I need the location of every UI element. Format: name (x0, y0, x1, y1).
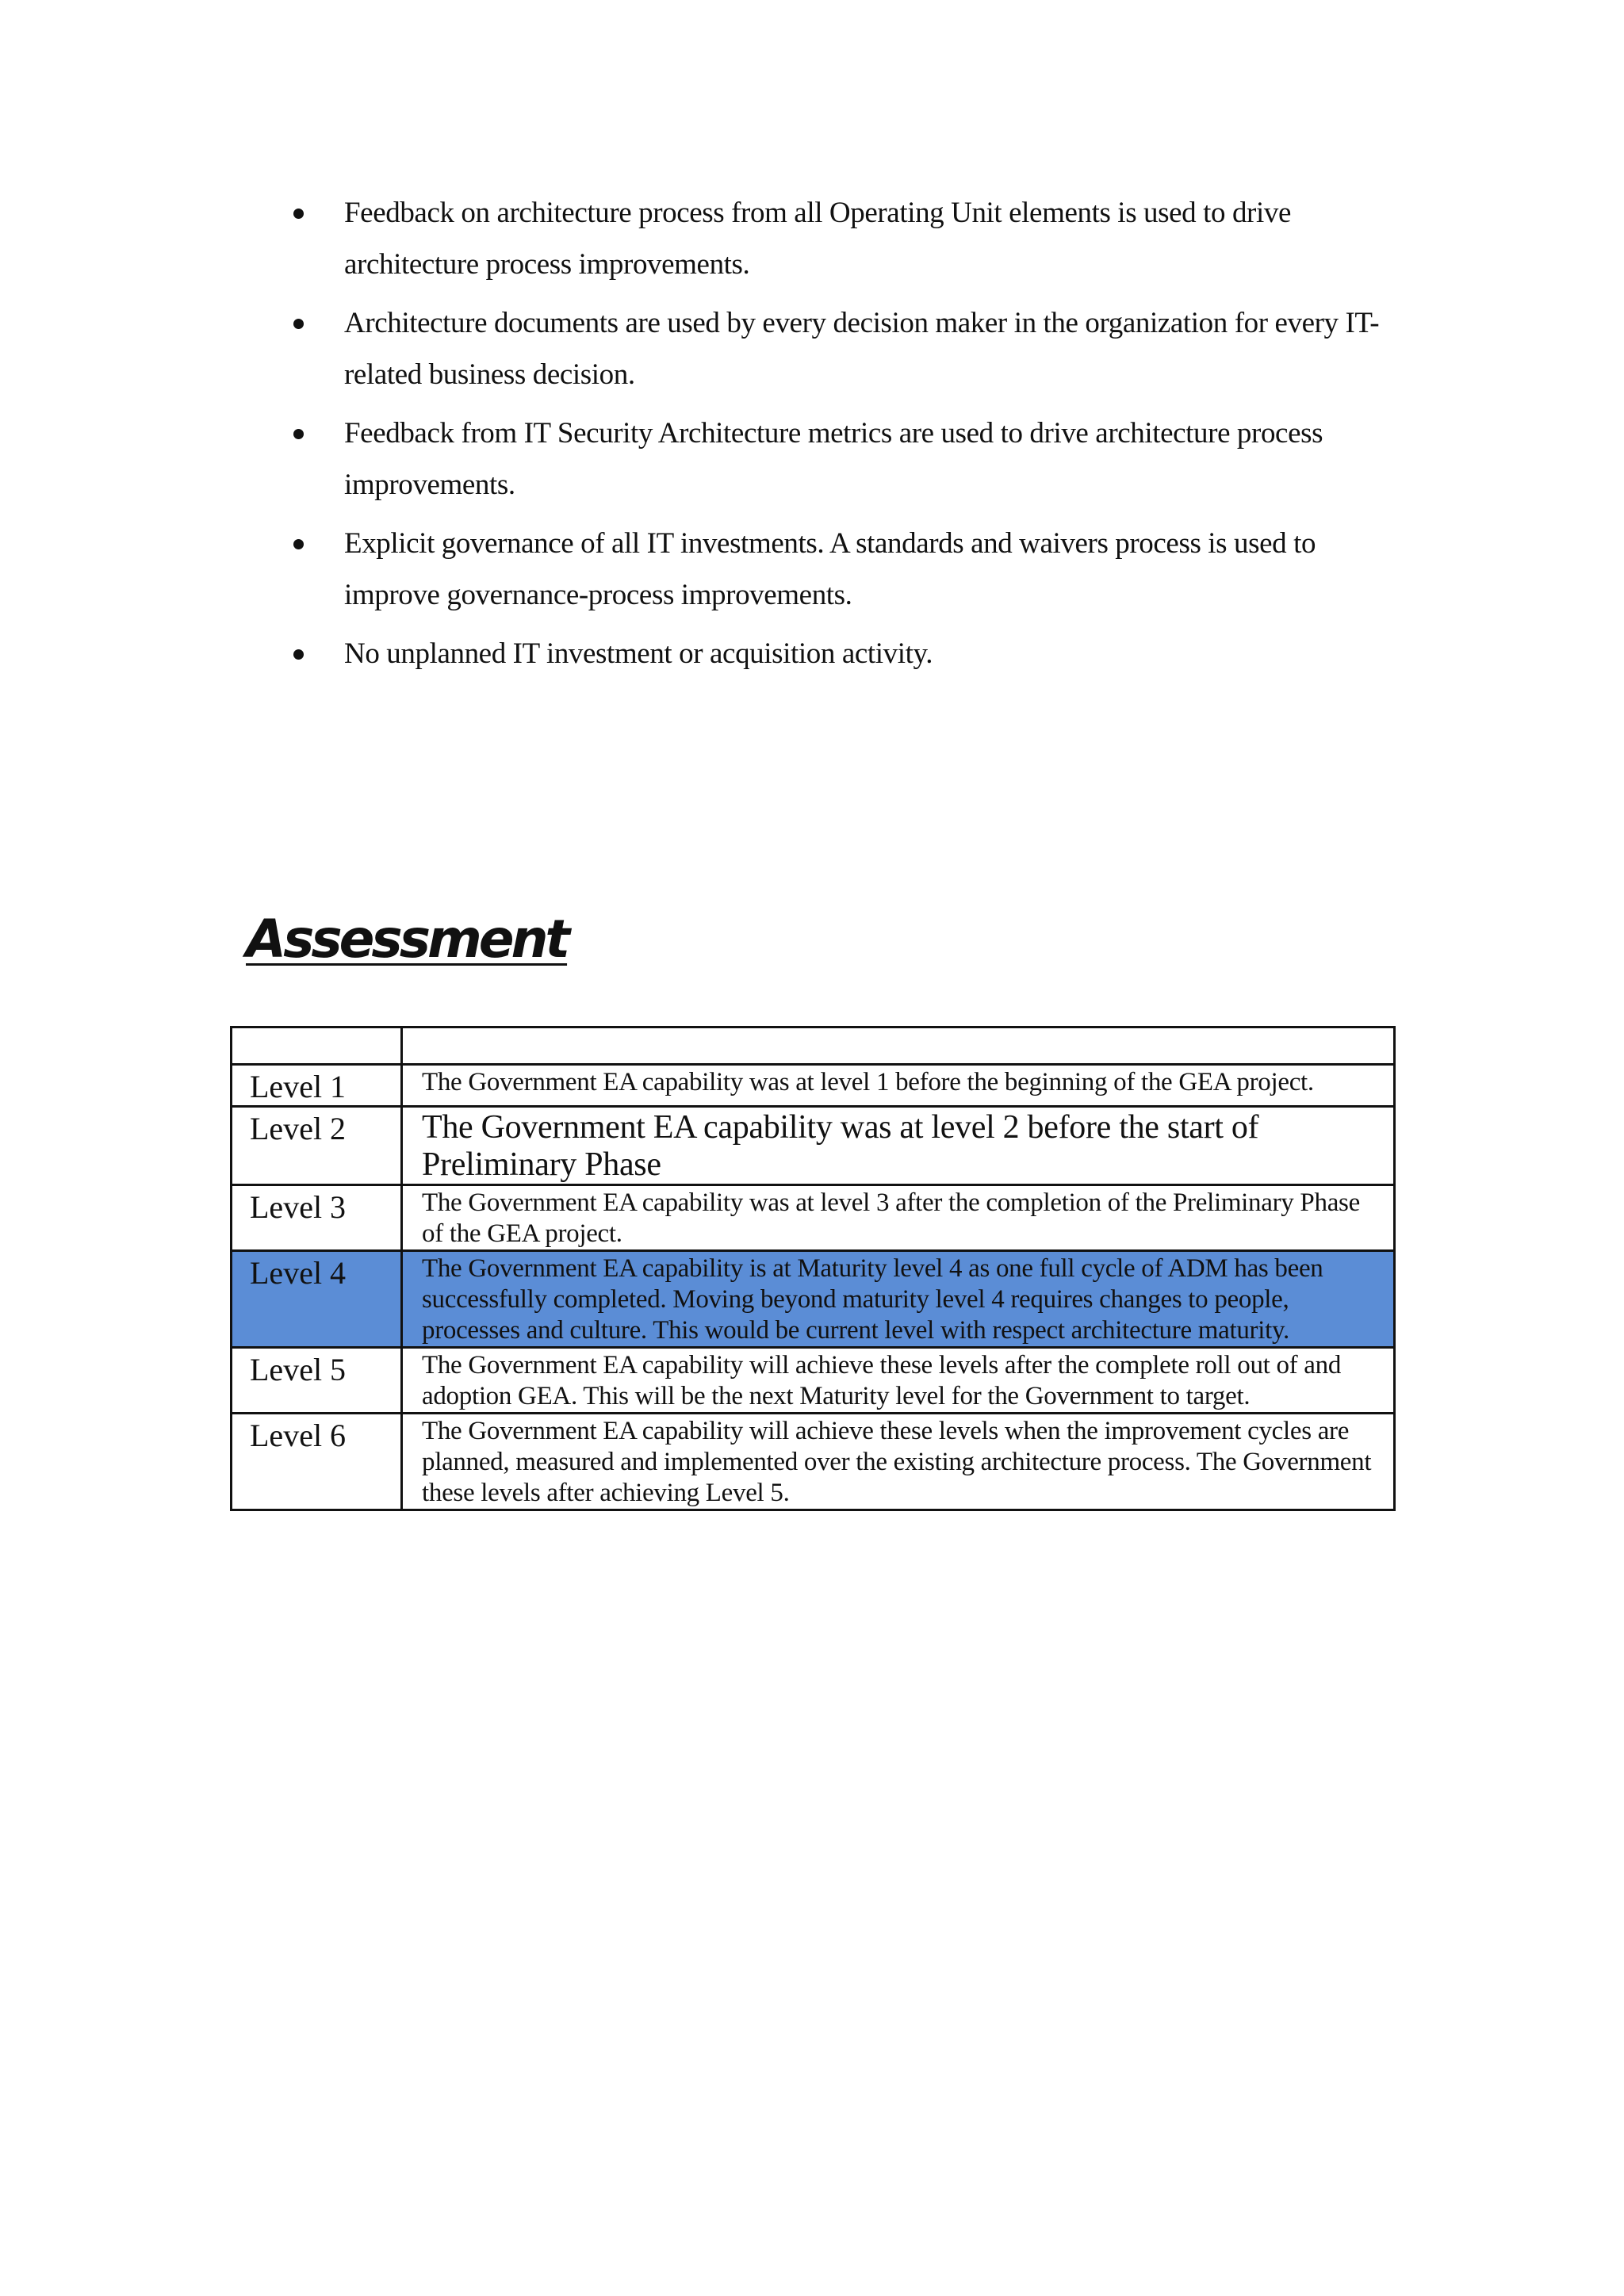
bullet-icon (293, 319, 304, 329)
list-item (293, 297, 1404, 400)
list-item (293, 518, 1404, 621)
bullet-icon (293, 209, 304, 219)
level-cell (232, 1185, 402, 1251)
level-label: Level 1 (250, 1069, 347, 1104)
list-item (293, 187, 1404, 290)
description-cell (402, 1107, 1395, 1185)
bullet-text: Explicit governance of all IT investments. A standards and waivers process is used to improve governance-process improvements. (344, 527, 1316, 611)
level-description: The Government EA capability is at Maturity level 4 as one full cycle of ADM has been successfully completed. Moving beyond maturity level 4 requires changes to people, processes and culture. This would be current level with respect architecture maturity. (422, 1254, 1323, 1345)
level-description: The Government EA capability will achieve these levels after the complete roll out of and adoption GEA. This will be the next Maturity level for the Government to target. (422, 1351, 1342, 1410)
assessment-table (230, 1026, 1396, 1511)
level-label: Level 4 (250, 1255, 347, 1291)
bullet-text: No unplanned IT investment or acquisition activity. (344, 637, 933, 670)
bullet-icon (293, 649, 304, 660)
table-header-row (232, 1027, 1395, 1065)
level-description: The Government EA capability will achieve these levels when the improvement cycles are planned, measured and implemented over the existing architecture process. The Government these levels after achieving Level 5. (422, 1417, 1372, 1507)
level-cell (232, 1251, 402, 1348)
table-row (232, 1107, 1395, 1185)
level-cell (232, 1348, 402, 1414)
header-cell (402, 1027, 1395, 1065)
level-label: Level 2 (250, 1111, 347, 1146)
description-cell (402, 1251, 1395, 1348)
description-cell (402, 1065, 1395, 1107)
description-cell (402, 1414, 1395, 1510)
table-row (232, 1065, 1395, 1107)
level-cell (232, 1107, 402, 1185)
section-heading: Assessment (246, 909, 568, 970)
table-row-highlighted (232, 1251, 1395, 1348)
bullet-text: Architecture documents are used by every decision maker in the organization for every IT-related business decision. (344, 307, 1380, 391)
level-label: Level 6 (250, 1418, 347, 1453)
bullet-text: Feedback on architecture process from all Operating Unit elements is used to drive architecture process improvements. (344, 197, 1291, 281)
level-label: Level 3 (250, 1189, 347, 1225)
table-row (232, 1414, 1395, 1510)
description-cell (402, 1348, 1395, 1414)
bullet-text: Feedback from IT Security Architecture metrics are used to drive architecture process improvements. (344, 417, 1323, 501)
list-item (293, 628, 1404, 679)
description-cell (402, 1185, 1395, 1251)
list-item (293, 408, 1404, 511)
level-description: The Government EA capability was at level 3 after the completion of the Preliminary Phase of the GEA project. (422, 1188, 1360, 1248)
level-label: Level 5 (250, 1352, 347, 1387)
header-cell (232, 1027, 402, 1065)
table-row (232, 1348, 1395, 1414)
level-description: The Government EA capability was at level 2 before the start of Preliminary Phase (422, 1109, 1259, 1183)
bullet-list (293, 187, 1404, 687)
bullet-icon (293, 539, 304, 549)
level-cell (232, 1414, 402, 1510)
table-row (232, 1185, 1395, 1251)
level-cell (232, 1065, 402, 1107)
bullet-icon (293, 429, 304, 439)
level-description: The Government EA capability was at level 1 before the beginning of the GEA project. (422, 1068, 1314, 1096)
